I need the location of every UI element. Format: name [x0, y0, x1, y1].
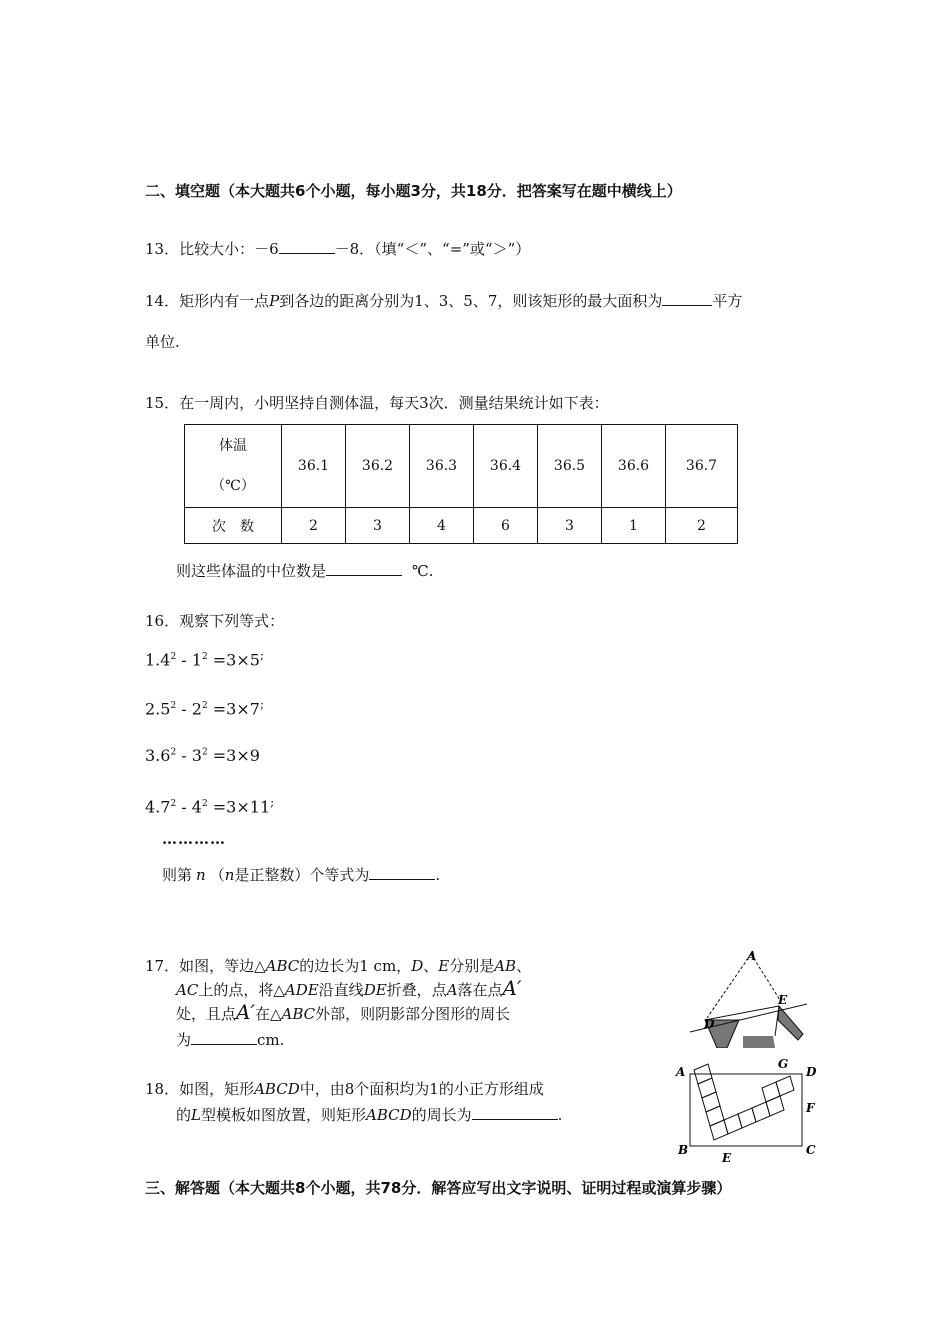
table-cell: 2 [282, 508, 346, 544]
eq1-end: ; [259, 648, 264, 662]
eq1-result: =3×5 [207, 650, 260, 670]
eq4-minus: - 4 [176, 797, 202, 817]
q17-label-a: A [747, 949, 757, 963]
eq3-sup-b: 2 [201, 747, 208, 758]
table-cell: 2 [666, 508, 738, 544]
q17-l1-g: 、 [516, 957, 532, 975]
table-cell: 36.2 [346, 425, 410, 508]
q17-line1 [145, 955, 531, 976]
q17-l1-abc: ABC [265, 957, 300, 975]
q18-l2-l: L [191, 1106, 201, 1124]
q17-l1-ab: AB [494, 957, 517, 975]
q17-l1-e: E [438, 957, 450, 975]
q18-l1-b: 中，由8个面积均为1的小正方形组成 [299, 1080, 544, 1098]
q17-line2 [176, 976, 522, 1000]
q17-l3-b: 在△ [255, 1005, 282, 1023]
eq2-sup-a: 2 [170, 701, 177, 711]
q16-final-b: （ [209, 866, 225, 884]
section-2-heading: 二、填空题（本大题共6个小题，每小题3分，共18分．把答案写在题中横线上） [145, 182, 682, 200]
q13-text-a: 13．比较大小：－6 [145, 240, 279, 258]
table-header-temperature [185, 425, 282, 508]
q18-l2-d: . [557, 1106, 563, 1124]
q16-final-a: 则第 [162, 866, 193, 884]
q17-l2-a: 上的点，将△ [198, 981, 285, 999]
q17-l1-a: 17．如图，等边△ [145, 957, 266, 975]
table-cell: 1 [602, 508, 666, 544]
eq2-end: ; [259, 697, 264, 711]
table-header-count: 次 数 [185, 508, 282, 544]
q17-l2-de: DE [363, 981, 387, 999]
q17-l2-ade: ADE [284, 981, 319, 999]
eq3-lead: 3.6 [145, 746, 171, 765]
q18-label-g: G [778, 1057, 789, 1071]
eq4-result: =3×11 [207, 797, 271, 817]
q17-l2-d: 落在点 [457, 981, 503, 999]
temperature-table [184, 424, 738, 544]
question-14 [145, 290, 742, 311]
eq1-sup-b: 2 [201, 652, 208, 662]
q13-text-b: －8．（填“＜”、“=”或“＞”） [334, 240, 531, 258]
q17-shaded-bottom [743, 1036, 775, 1048]
q16-var-n-2: n [224, 866, 235, 884]
q17-shaded-right [778, 1006, 803, 1040]
q17-l2-c: 折叠，点 [386, 981, 447, 999]
eq2-minus: - 2 [176, 699, 202, 719]
q18-answer-blank[interactable] [472, 1105, 558, 1120]
q16-answer-blank[interactable] [369, 865, 435, 880]
table-cell: 36.6 [602, 425, 666, 508]
eq2-sup-b: 2 [201, 701, 208, 711]
table-cell: 36.5 [538, 425, 602, 508]
q17-line4 [176, 1029, 284, 1050]
q17-l1-c: 、 [423, 957, 439, 975]
q16-final-c: 是正整数）个等式为 [234, 866, 370, 884]
q17-l2-ac: AC [176, 981, 199, 999]
question-15: 15．在一周内，小明坚持自测体温，每天3次．测量结果统计如下表： [145, 394, 609, 412]
eq4-end: ; [270, 795, 275, 809]
q17-dashed-ad [707, 954, 751, 1018]
q18-l1-abcd: ABCD [254, 1080, 300, 1098]
q18-label-c: C [806, 1143, 816, 1157]
q18-l2-abcd: ABCD [366, 1106, 412, 1124]
q18-l-template [694, 1064, 794, 1140]
eq1-lead: 1.4 [145, 650, 171, 670]
section-3-heading: 三、解答题（本大题共8个小题，共78分．解答应写出文字说明、证明过程或演算步骤） [145, 1179, 732, 1197]
eq3-sup-a: 2 [170, 747, 177, 758]
table-header-temp-label: 体温 [219, 438, 247, 454]
q18-l2-a: 的 [176, 1106, 192, 1124]
q18-label-b: B [678, 1143, 689, 1157]
q16-final-d: . [435, 866, 441, 884]
table-cell: 36.7 [666, 425, 738, 508]
q16-final-line [162, 864, 440, 885]
q17-l1-f: 分别是 [449, 957, 495, 975]
table-row-count [185, 508, 738, 544]
q15-after-a: 则这些体温的中位数是 [176, 562, 327, 580]
table-cell: 3 [538, 508, 602, 544]
q14-answer-blank[interactable] [662, 291, 712, 306]
q14-text-a: 14．矩形内有一点 [145, 292, 270, 310]
q18-l2-b: 型模板如图放置，则矩形 [200, 1106, 366, 1124]
table-cell: 6 [474, 508, 538, 544]
eq1-sup-a: 2 [170, 652, 177, 662]
q18-rectangle [690, 1074, 802, 1146]
q18-figure [672, 1056, 822, 1168]
q17-l1-d: D [411, 957, 424, 975]
q18-label-f: F [806, 1101, 815, 1115]
q18-l1-a: 18．如图，矩形 [145, 1080, 255, 1098]
table-row-temperature [185, 425, 738, 508]
q18-line1 [145, 1078, 544, 1099]
table-cell: 36.4 [474, 425, 538, 508]
q15-median-line [176, 560, 434, 581]
q17-l3-c: 外部，则阴影部分图形的周长 [315, 1005, 511, 1023]
q17-l2-b: 沿直线 [318, 981, 364, 999]
q17-aprime-2: A′ [236, 1000, 255, 1024]
eq4-lead: 4.7 [145, 797, 171, 817]
q17-l1-b: 的边长为1 cm， [299, 957, 412, 975]
equation-4 [145, 795, 274, 816]
table-cell: 36.3 [410, 425, 474, 508]
eq3-result: =3×9 [207, 746, 260, 765]
q16-var-n-1: n [196, 866, 206, 884]
q14-line2: 单位. [145, 333, 180, 351]
q18-label-e: E [722, 1151, 732, 1165]
q14-var-p: P [269, 292, 280, 310]
table-cell: 36.1 [282, 425, 346, 508]
q18-line2 [176, 1104, 562, 1125]
q17-figure [685, 948, 810, 1048]
eq1-minus: - 1 [176, 650, 202, 670]
eq2-result: =3×7 [207, 699, 260, 719]
q17-line3 [176, 1000, 510, 1024]
q17-l3-abc: ABC [281, 1005, 316, 1023]
q17-l4-a: 为 [176, 1031, 192, 1049]
q17-l4-b: cm. [257, 1031, 285, 1049]
question-16: 16．观察下列等式： [145, 612, 285, 630]
eq3-minus: - 3 [176, 746, 202, 765]
q17-l3-a: 处，且点 [176, 1005, 237, 1023]
q18-l2-c: 的周长为 [411, 1106, 472, 1124]
equation-2 [145, 697, 264, 718]
table-cell: 4 [410, 508, 474, 544]
q17-aprime-1: A′ [502, 976, 522, 1000]
q13-answer-blank[interactable] [279, 239, 335, 254]
equation-1 [145, 648, 264, 669]
q17-l2-A: A [446, 981, 458, 999]
eq4-sup-b: 2 [201, 799, 208, 809]
q17-label-e: E [778, 993, 788, 1007]
q15-after-b: ℃. [412, 562, 434, 580]
q14-text-b: 到各边的距离分别为1、3、5、7，则该矩形的最大面积为 [279, 292, 663, 310]
q14-text-c: 平方 [712, 292, 743, 310]
eq2-lead: 2.5 [145, 699, 171, 719]
table-cell: 3 [346, 508, 410, 544]
eq4-sup-a: 2 [170, 799, 177, 809]
q17-label-d: D [704, 1017, 715, 1031]
q18-label-a: A [676, 1065, 686, 1079]
table-header-temp-unit: （℃） [211, 478, 255, 494]
q15-answer-blank[interactable] [326, 561, 402, 576]
q18-label-d: D [806, 1065, 817, 1079]
q17-answer-blank[interactable] [191, 1030, 257, 1045]
question-13 [145, 238, 530, 259]
q16-dots: ………… [162, 830, 226, 848]
equation-3 [145, 746, 260, 765]
